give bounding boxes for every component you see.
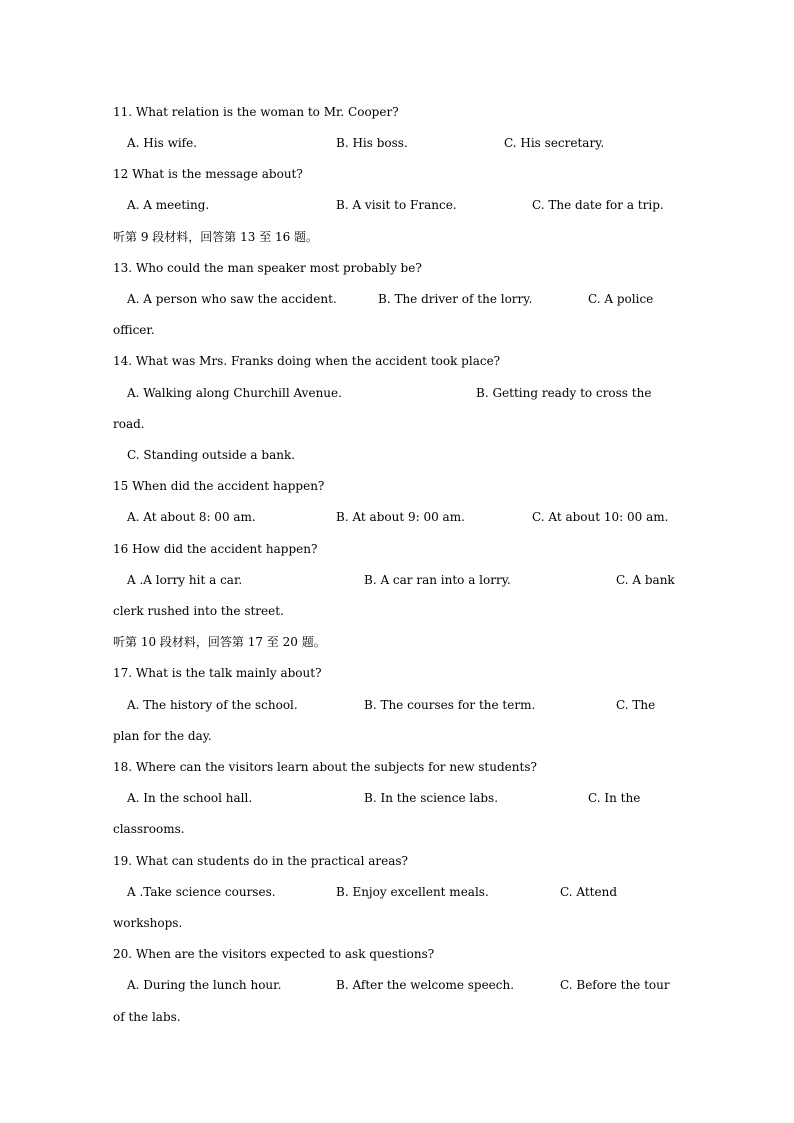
option-11-a: A. His wife. (127, 136, 198, 150)
option-18-c: C. In the (588, 791, 641, 805)
option-16-a: A .A lorry hit a car. (127, 573, 243, 587)
option-16-b: B. A car ran into a lorry. (364, 573, 511, 587)
option-14-a: A. Walking along Churchill Avenue. (127, 386, 342, 400)
option-16-c: C. A bank (616, 573, 675, 587)
option-15-c: C. At about 10: 00 am. (532, 510, 669, 524)
option-12-c: C. The date for a trip. (532, 198, 664, 212)
option-20-a: A. During the lunch hour. (127, 978, 282, 992)
option-11-b: B. His boss. (336, 136, 408, 150)
option-12-b: B. A visit to France. (336, 198, 457, 212)
option-17-a: A. The history of the school. (127, 698, 298, 712)
section-heading-9: 听第 9 段材料，回答第 13 至 16 题。 (113, 230, 319, 244)
option-19-b: B. Enjoy excellent meals. (336, 885, 489, 899)
option-13-c-continued: officer. (113, 323, 155, 337)
option-20-c: C. Before the tour (560, 978, 670, 992)
question-12: 12 What is the message about? (113, 167, 303, 181)
option-18-a: A. In the school hall. (127, 791, 253, 805)
question-14: 14. What was Mrs. Franks doing when the accident took place? (113, 354, 501, 368)
question-20: 20. When are the visitors expected to ask questions? (113, 947, 435, 961)
option-16-c-continued: clerk rushed into the street. (113, 604, 284, 618)
option-18-b: B. In the science labs. (364, 791, 499, 805)
option-14-b: B. Getting ready to cross the (476, 386, 652, 400)
option-15-b: B. At about 9: 00 am. (336, 510, 465, 524)
option-17-b: B. The courses for the term. (364, 698, 536, 712)
option-19-c: C. Attend (560, 885, 617, 899)
option-12-a: A. A meeting. (127, 198, 210, 212)
section-heading-10: 听第 10 段材料，回答第 17 至 20 题。 (113, 635, 326, 649)
question-17: 17. What is the talk mainly about? (113, 666, 322, 680)
option-17-c: C. The (616, 698, 656, 712)
option-20-b: B. After the welcome speech. (336, 978, 515, 992)
option-13-c: C. A police (588, 292, 654, 306)
option-20-c-continued: of the labs. (113, 1010, 181, 1024)
option-14-c: C. Standing outside a bank. (127, 448, 296, 462)
option-13-a: A. A person who saw the accident. (127, 292, 337, 306)
option-11-c: C. His secretary. (504, 136, 605, 150)
question-16: 16 How did the accident happen? (113, 542, 318, 556)
option-19-c-continued: workshops. (113, 916, 183, 930)
question-13: 13. Who could the man speaker most probably be? (113, 261, 422, 275)
question-11: 11. What relation is the woman to Mr. Cooper? (113, 105, 399, 119)
option-17-c-continued: plan for the day. (113, 729, 212, 743)
option-13-b: B. The driver of the lorry. (378, 292, 533, 306)
question-15: 15 When did the accident happen? (113, 479, 325, 493)
question-18: 18. Where can the visitors learn about the subjects for new students? (113, 760, 537, 774)
option-19-a: A .Take science courses. (127, 885, 276, 899)
option-15-a: A. At about 8: 00 am. (127, 510, 256, 524)
option-18-c-continued: classrooms. (113, 822, 185, 836)
question-19: 19. What can students do in the practical areas? (113, 854, 408, 868)
option-14-b-continued: road. (113, 417, 145, 431)
